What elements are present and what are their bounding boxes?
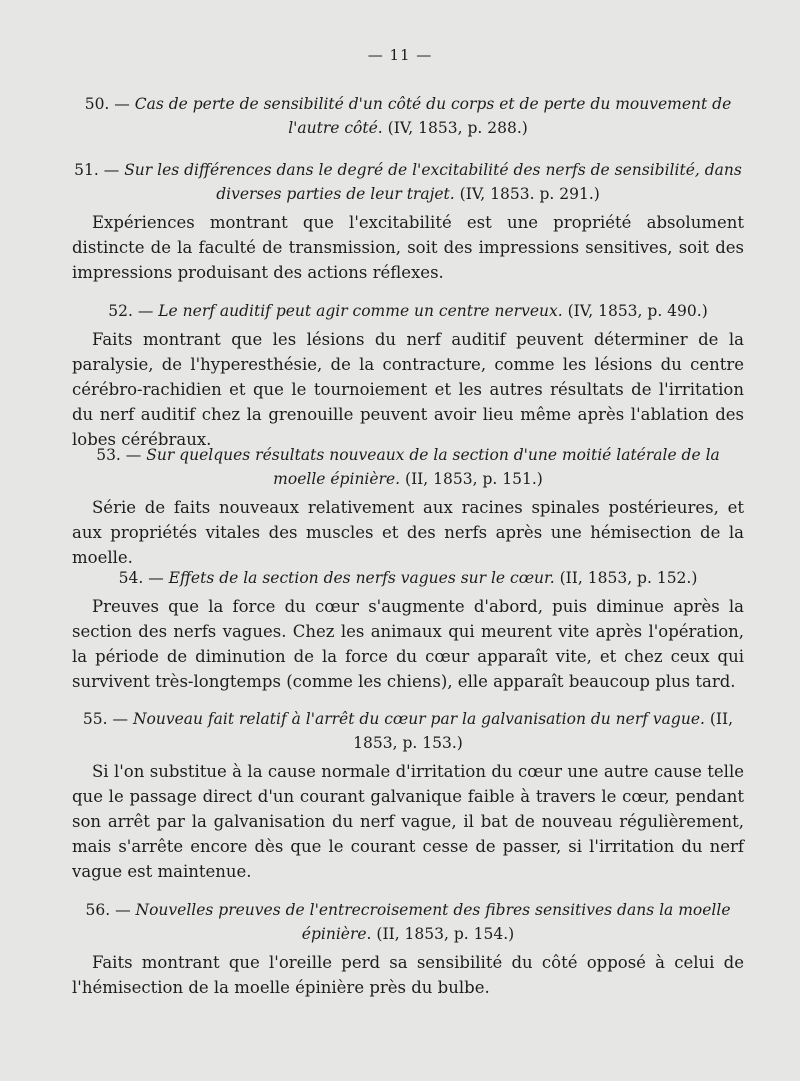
entry-50 (72, 92, 744, 140)
entry-dash: — (115, 901, 131, 919)
entry-56 (72, 898, 744, 1000)
entry-heading (72, 158, 744, 206)
entry-body: Faits montrant que les lésions du nerf auditif peuvent déterminer de la paralysie, de l'hyperesthésie, de la contracture, comme les lésions du centre cérébro-rachidien et que le tournoiement et les autres résultats de l'irritation du nerf auditif chez la grenouille peuvent avoir lieu même après l'ablation des lobes cérébraux. (72, 330, 744, 449)
page-number: — 11 — (367, 46, 433, 64)
entry-number: 56. (85, 901, 111, 919)
entry-title: Effets de la section des nerfs vagues sur le cœur. (168, 569, 555, 587)
entry-dash: — (114, 95, 130, 113)
entry-title: Nouvelles preuves de l'entrecroisement des fibres sensitives dans la moelle épinière. (135, 901, 731, 943)
entry-heading (72, 443, 744, 491)
entry-title: Sur quelques résultats nouveaux de la section d'une moitié latérale de la moelle épinière. (146, 446, 720, 488)
entry-title: Cas de perte de sensibilité d'un côté du corps et de perte du mouvement de l'autre côté. (134, 95, 732, 137)
entry-number: 50. (84, 95, 110, 113)
entry-reference: (II, 1853, p. 152.) (559, 569, 698, 587)
entry-reference: (IV, 1853, p. 288.) (387, 119, 528, 137)
entry-reference: (II, 1853, p. 153.) (353, 710, 734, 752)
entry-body: Expériences montrant que l'excitabilité est une propriété absolument distincte de la faculté de transmission, soit des impressions sensitives, soit des impressions produisant des actions réflexes. (72, 213, 744, 282)
entry-title: Le nerf auditif peut agir comme un centre nerveux. (158, 302, 563, 320)
entry-number: 52. (108, 302, 133, 320)
entry-heading (72, 299, 744, 323)
entry-54 (72, 566, 744, 694)
entry-dash: — (103, 161, 120, 179)
entry-reference: (IV, 1853. p. 291.) (459, 185, 600, 203)
entry-dash: — (148, 569, 164, 587)
entry-number: 51. (74, 161, 99, 179)
entry-body: Série de faits nouveaux relativement aux racines spinales postérieures, et aux propriétés vitales des muscles et des nerfs après une hémisection de la moelle. (72, 498, 744, 567)
entry-53 (72, 443, 744, 570)
entry-reference: (IV, 1853, p. 490.) (567, 302, 708, 320)
entry-reference: (II, 1853, p. 154.) (376, 925, 515, 943)
entry-55 (72, 707, 744, 884)
entry-reference: (II, 1853, p. 151.) (405, 470, 543, 488)
entry-dash: — (112, 710, 128, 728)
entry-title: Nouveau fait relatif à l'arrêt du cœur par la galvanisation du nerf vague. (132, 710, 705, 728)
entry-body: Preuves que la force du cœur s'augmente d'abord, puis diminue après la section des nerfs vagues. Chez les animaux qui meurent vite après l'opération, la période de diminution de la force du cœur apparaît vite, et chez ceux qui survivent très-longtemps (comme les chiens), elle apparaît beaucoup plus tard. (72, 597, 744, 691)
entry-51 (72, 158, 744, 285)
entry-body: Faits montrant que l'oreille perd sa sensibilité du côté opposé à celui de l'hémisection de la moelle épinière près du bulbe. (72, 953, 744, 997)
entry-52 (72, 299, 744, 452)
entry-number: 53. (96, 446, 121, 464)
entry-number: 55. (82, 710, 108, 728)
entry-number: 54. (118, 569, 144, 587)
entry-body: Si l'on substitue à la cause normale d'irritation du cœur une autre cause telle que le passage direct d'un courant galvanique faible à travers le cœur, pendant son arrêt par la galvanisation du nerf vague, il bat de nouveau régulièrement, mais s'arrête encore dès que le courant cesse de passer, si l'irritation du nerf vague est maintenue. (72, 762, 744, 881)
entry-dash: — (125, 446, 142, 464)
entry-dash: — (137, 302, 154, 320)
entry-heading (72, 566, 744, 590)
entry-heading (72, 707, 744, 755)
entry-heading (72, 898, 744, 946)
entry-heading (72, 92, 744, 140)
entry-title: Sur les différences dans le degré de l'excitabilité des nerfs de sensibilité, dans diverses parties de leur trajet. (124, 161, 742, 203)
